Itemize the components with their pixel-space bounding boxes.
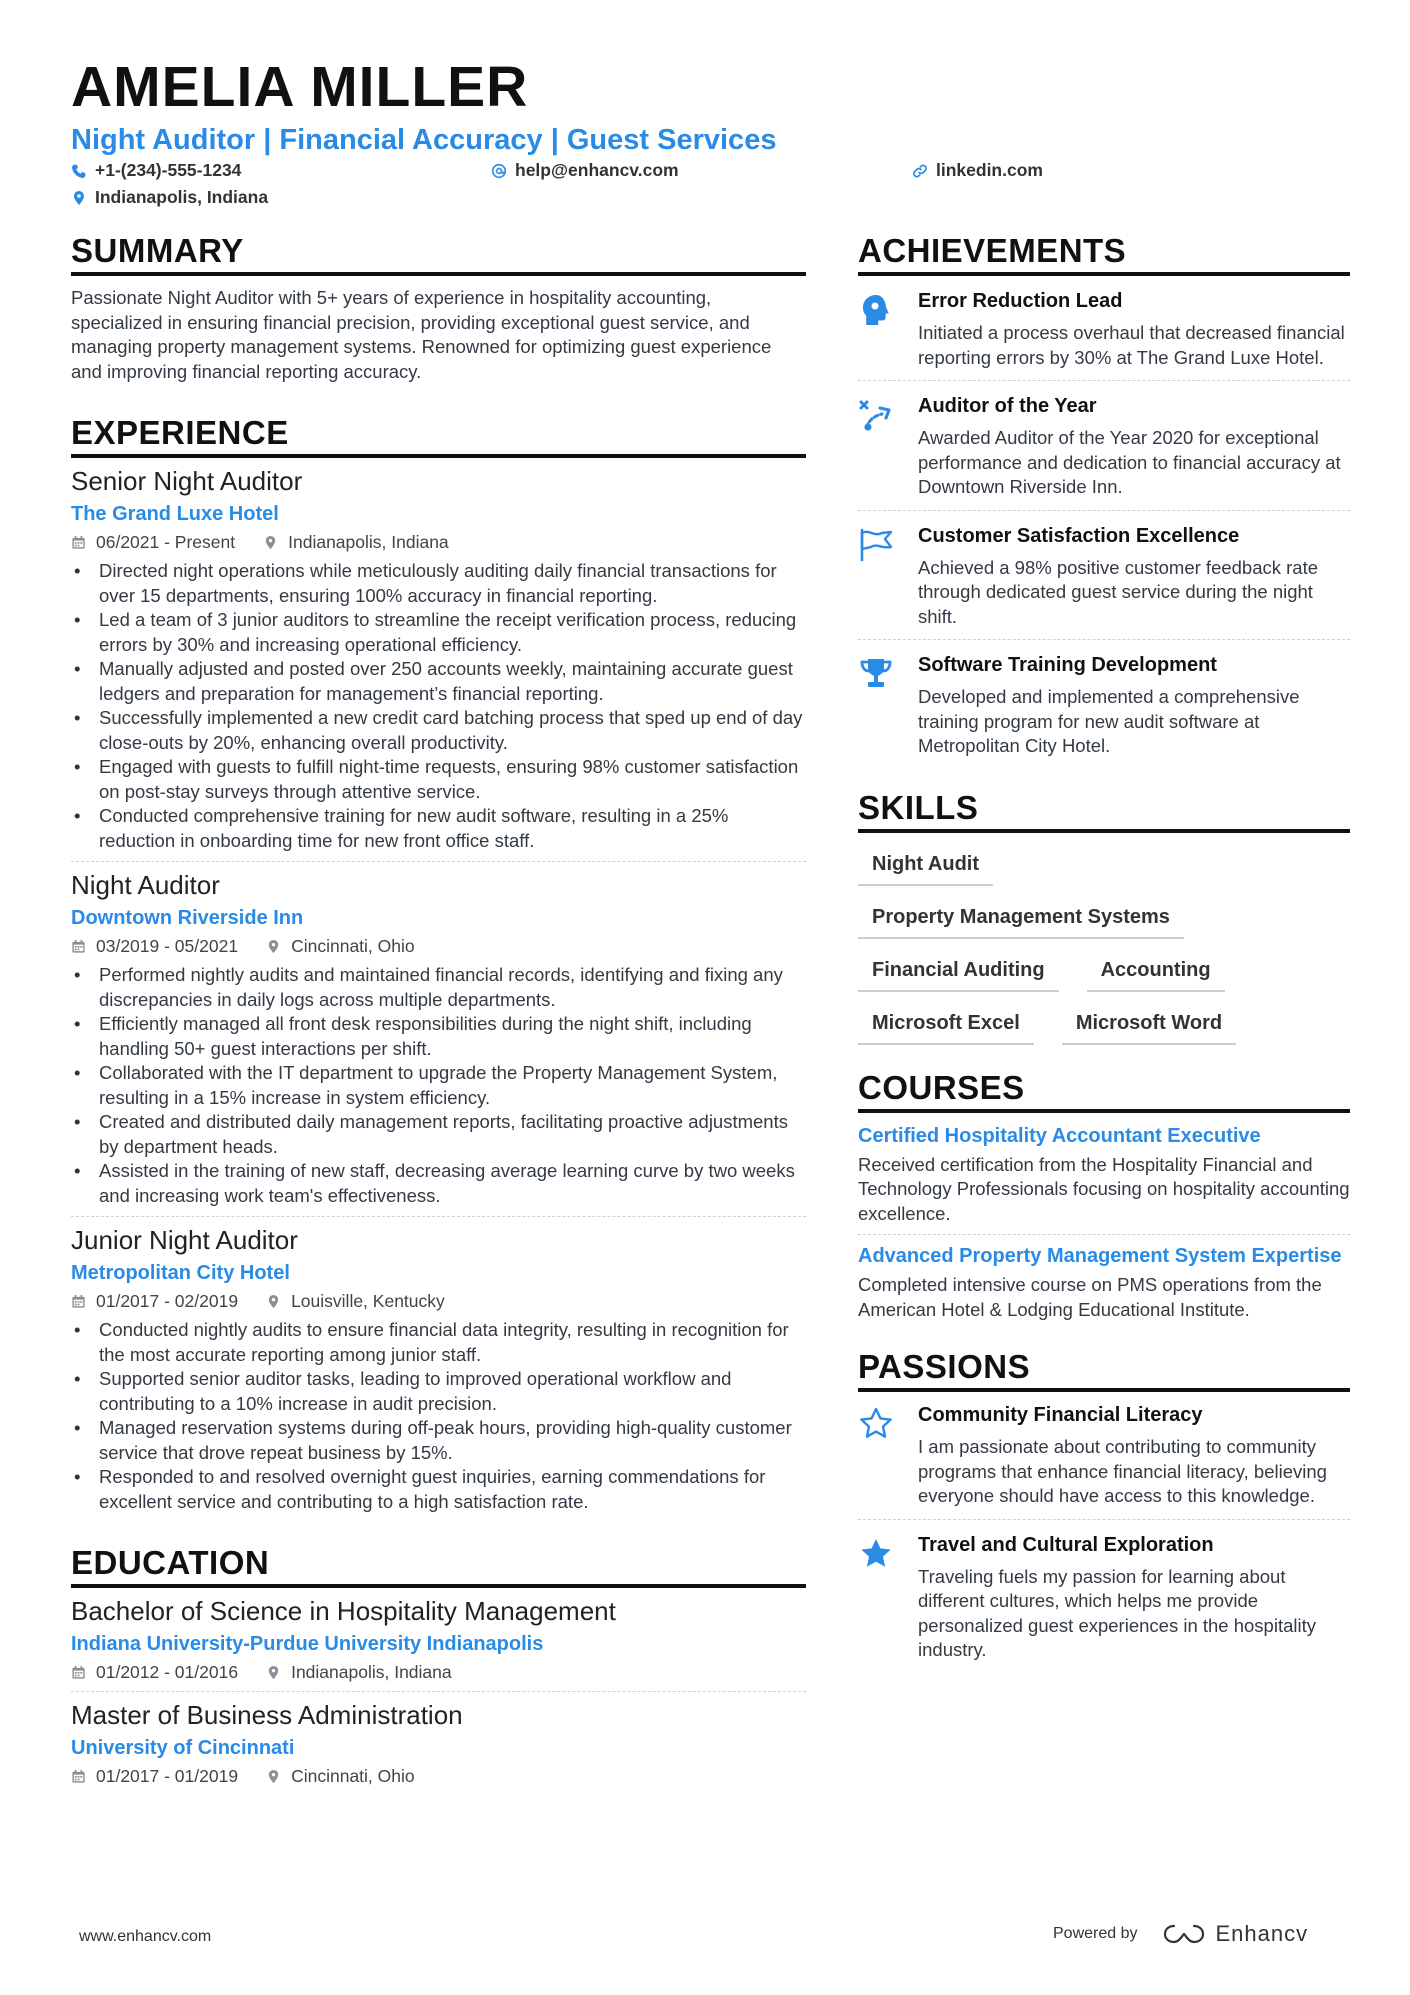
location-pin-icon — [263, 535, 278, 550]
skill-tag: Property Management Systems — [858, 900, 1184, 939]
achievement-item — [858, 640, 1350, 769]
divider — [71, 1216, 806, 1217]
education-school: University of Cincinnati — [71, 1737, 295, 1759]
education-dates — [71, 1766, 238, 1787]
location-pin-icon — [266, 1294, 281, 1309]
job-location-text: Indianapolis, Indiana — [288, 532, 449, 552]
bullet-item: • Assisted in the training of new staff, decreasing average learning curve by two weeks and increasing work team's effectiveness. — [71, 1159, 806, 1208]
job-location — [266, 1291, 445, 1312]
job-company: Metropolitan City Hotel — [71, 1262, 290, 1284]
summary-heading: SUMMARY — [71, 232, 806, 276]
skills-list — [858, 833, 1350, 1045]
achievement-item — [858, 511, 1350, 640]
job-entry — [71, 1225, 806, 1514]
achievement-desc: Initiated a process overhaul that decreased financial reporting errors by 30% at The Grand Luxe Hotel. — [918, 322, 1345, 368]
achievement-desc: Awarded Auditor of the Year 2020 for exceptional performance and dedication to financial accuracy at Downtown Riverside Inn. — [918, 427, 1341, 497]
bullet-item: • Conducted nightly audits to ensure financial data integrity, resulting in recognition for the most accurate reporting among junior staff. — [71, 1318, 806, 1367]
achievement-icon-wrap — [858, 525, 918, 630]
skill-tag: Accounting — [1087, 953, 1225, 992]
powered-by-text: Powered by — [1053, 1925, 1138, 1942]
bullet-item: • Supported senior auditor tasks, leading to improved operational workflow and contributing to a 10% increase in audit precision. — [71, 1367, 806, 1416]
job-dates — [71, 936, 238, 957]
job-bullets — [71, 1318, 806, 1514]
achievement-title: Software Training Development — [918, 654, 1217, 676]
education-school: Indiana University-Purdue University Indianapolis — [71, 1633, 544, 1655]
education-degree: Master of Business Administration — [71, 1700, 463, 1730]
right-column — [858, 232, 1350, 1673]
bullet-item: • Successfully implemented a new credit card batching process that sped up end of day close-outs by 20%, enhancing overall productivity. — [71, 706, 806, 755]
education-meta — [71, 1662, 806, 1683]
passions-heading: PASSIONS — [858, 1348, 1350, 1392]
job-meta — [71, 532, 806, 553]
course-item — [858, 1113, 1350, 1236]
job-dates-text: 01/2017 - 02/2019 — [96, 1291, 239, 1311]
star-outline-icon — [858, 1406, 894, 1442]
contact-location — [71, 187, 268, 208]
job-location-text: Cincinnati, Ohio — [291, 936, 415, 956]
calendar-icon — [71, 1665, 86, 1680]
linkedin-text: linkedin.com — [936, 160, 1043, 180]
education-heading: EDUCATION — [71, 1544, 806, 1588]
passion-icon-wrap — [858, 1404, 918, 1509]
job-dates — [71, 532, 235, 553]
bullet-item: • Performed nightly audits and maintained financial records, identifying and fixing any discrepancies in daily logs across multiple departments. — [71, 963, 806, 1012]
calendar-icon — [71, 939, 86, 954]
job-company: Downtown Riverside Inn — [71, 907, 304, 929]
achievement-title: Auditor of the Year — [918, 395, 1097, 417]
education-entry — [71, 1700, 806, 1787]
job-role: Senior Night Auditor — [71, 466, 303, 496]
candidate-name: AMELIA MILLER — [71, 55, 529, 119]
job-dates-text: 03/2019 - 05/2021 — [96, 936, 239, 956]
phone-text: +1-(234)-555-1234 — [95, 160, 242, 180]
education-location — [266, 1662, 452, 1683]
job-location — [266, 936, 415, 957]
bullet-item: • Directed night operations while meticulously auditing daily financial transactions for over 15 departments, ensuring 100% accuracy in financial reporting. — [71, 559, 806, 608]
flag-icon — [858, 527, 894, 563]
skill-tag: Night Audit — [858, 847, 993, 886]
course-desc: Received certification from the Hospitality Financial and Technology Professionals focusing on hospitality accounting excellence. — [858, 1153, 1350, 1224]
achievement-icon-wrap — [858, 395, 918, 500]
location-text: Indianapolis, Indiana — [95, 187, 269, 207]
bullet-item: • Conducted comprehensive training for new audit software, resulting in a 25% reduction in onboarding time for new front office staff. — [71, 804, 806, 853]
education-degree: Bachelor of Science in Hospitality Management — [71, 1596, 616, 1626]
phone-icon — [71, 163, 87, 179]
job-dates-text: 06/2021 - Present — [96, 532, 236, 552]
passion-desc: Traveling fuels my passion for learning about different cultures, which helps me provide personalized guest experiences in the hospitality industry. — [918, 1565, 1316, 1660]
bullet-item: • Engaged with guests to fulfill night-time requests, ensuring 98% customer satisfaction on post-stay surveys through attentive service. — [71, 755, 806, 804]
brand-name: Enhancv — [1215, 1921, 1309, 1946]
head-icon — [858, 292, 894, 328]
achievements-heading: ACHIEVEMENTS — [858, 232, 1350, 276]
bullet-item: • Managed reservation systems during off-peak hours, providing high-quality customer service that drove repeat business by 15%. — [71, 1416, 806, 1465]
course-desc: Completed intensive course on PMS operations from the American Hotel & Lodging Educational Institute. — [858, 1274, 1322, 1320]
bullet-item: • Manually adjusted and posted over 250 accounts weekly, maintaining accurate guest ledgers and preparation for management’s financial reporting. — [71, 657, 806, 706]
contact-email[interactable] — [491, 160, 679, 181]
passion-item — [858, 1392, 1350, 1519]
bullet-item: • Efficiently managed all front desk responsibilities during the night shift, including handling 50+ guest interactions per shift. — [71, 1012, 806, 1061]
achievement-icon-wrap — [858, 290, 918, 370]
footer-website[interactable]: www.enhancv.com — [79, 1928, 212, 1945]
link-icon — [912, 163, 928, 179]
job-dates — [71, 1291, 238, 1312]
education-location — [266, 1766, 415, 1787]
skill-row — [858, 847, 1350, 886]
experience-heading: EXPERIENCE — [71, 414, 806, 458]
course-title: Certified Hospitality Accountant Executive — [858, 1124, 1261, 1147]
location-pin-icon — [266, 1665, 281, 1680]
education-dates-text: 01/2017 - 01/2019 — [96, 1766, 239, 1786]
star-filled-icon — [858, 1536, 894, 1572]
contact-phone[interactable] — [71, 160, 241, 181]
bullet-item: • Responded to and resolved overnight guest inquiries, earning commendations for excellent service and contributing to a high satisfaction rate. — [71, 1465, 806, 1514]
candidate-title: Night Auditor | Financial Accuracy | Guest Services — [71, 124, 777, 156]
job-bullets — [71, 963, 806, 1208]
passion-desc: I am passionate about contributing to community programs that enhance financial literacy, believing everyone should have access to this knowledge. — [918, 1436, 1327, 1506]
achievement-title: Customer Satisfaction Excellence — [918, 524, 1240, 547]
footer-branding — [1053, 1921, 1308, 1947]
education-location-text: Cincinnati, Ohio — [291, 1766, 415, 1786]
job-meta — [71, 936, 806, 957]
achievement-desc: Developed and implemented a comprehensive training program for new audit software at Metropolitan City Hotel. — [918, 686, 1300, 756]
calendar-icon — [71, 535, 86, 550]
contact-linkedin[interactable] — [912, 160, 1043, 181]
skill-row — [858, 1006, 1350, 1045]
enhancv-logo-icon — [1162, 1922, 1206, 1946]
email-text: help@enhancv.com — [515, 160, 679, 180]
achievement-title: Error Reduction Lead — [918, 290, 1123, 312]
skill-row — [858, 900, 1350, 939]
achievement-icon-wrap — [858, 654, 918, 759]
calendar-icon — [71, 1769, 86, 1784]
skill-tag: Financial Auditing — [858, 953, 1059, 992]
location-pin-icon — [71, 190, 87, 206]
job-meta — [71, 1291, 806, 1312]
passion-title: Travel and Cultural Exploration — [918, 1533, 1214, 1556]
job-location-text: Louisville, Kentucky — [291, 1291, 445, 1311]
achievement-item — [858, 381, 1350, 510]
strategy-icon — [858, 397, 894, 433]
education-dates — [71, 1662, 238, 1683]
job-bullets — [71, 559, 806, 853]
calendar-icon — [71, 1294, 86, 1309]
left-column — [71, 232, 806, 1787]
passion-icon-wrap — [858, 1534, 918, 1663]
course-item — [858, 1235, 1350, 1322]
trophy-icon — [858, 656, 894, 692]
job-role: Night Auditor — [71, 870, 220, 900]
bullet-item: • Created and distributed daily management reports, facilitating proactive adjustments by department heads. — [71, 1110, 806, 1159]
passion-item — [858, 1520, 1350, 1673]
course-title: Advanced Property Management System Expertise — [858, 1245, 1342, 1267]
education-dates-text: 01/2012 - 01/2016 — [96, 1662, 239, 1682]
job-entry — [71, 870, 806, 1217]
at-icon — [491, 163, 507, 179]
skill-tag: Microsoft Word — [1062, 1006, 1236, 1045]
courses-heading: COURSES — [858, 1069, 1350, 1113]
education-meta — [71, 1766, 806, 1787]
passion-title: Community Financial Literacy — [918, 1404, 1203, 1426]
job-entry — [71, 466, 806, 862]
bullet-item: • Led a team of 3 junior auditors to streamline the receipt verification process, reducing errors by 30% and increasing operational efficiency. — [71, 608, 806, 657]
education-entry — [71, 1596, 806, 1692]
job-role: Junior Night Auditor — [71, 1225, 298, 1255]
achievement-desc: Achieved a 98% positive customer feedback rate through dedicated guest service during the night shift. — [918, 556, 1319, 627]
location-pin-icon — [266, 939, 281, 954]
achievement-item — [858, 276, 1350, 380]
brand-logo[interactable] — [1162, 1921, 1309, 1947]
job-company: The Grand Luxe Hotel — [71, 503, 279, 525]
skill-tag: Microsoft Excel — [858, 1006, 1034, 1045]
summary-text: Passionate Night Auditor with 5+ years of experience in hospitality accounting, specialized in ensuring financial precision, providing exceptional guest service, and managing property management systems. Renowned for optimizing guest experience and improving financial reporting accuracy. — [71, 287, 772, 382]
job-location — [263, 532, 449, 553]
bullet-item: • Collaborated with the IT department to upgrade the Property Management System, resulting in a 15% increase in system efficiency. — [71, 1061, 806, 1110]
divider — [71, 1691, 806, 1692]
education-location-text: Indianapolis, Indiana — [291, 1662, 452, 1682]
location-pin-icon — [266, 1769, 281, 1784]
divider — [71, 861, 806, 862]
skill-row — [858, 953, 1350, 992]
skills-heading: SKILLS — [858, 789, 1350, 833]
